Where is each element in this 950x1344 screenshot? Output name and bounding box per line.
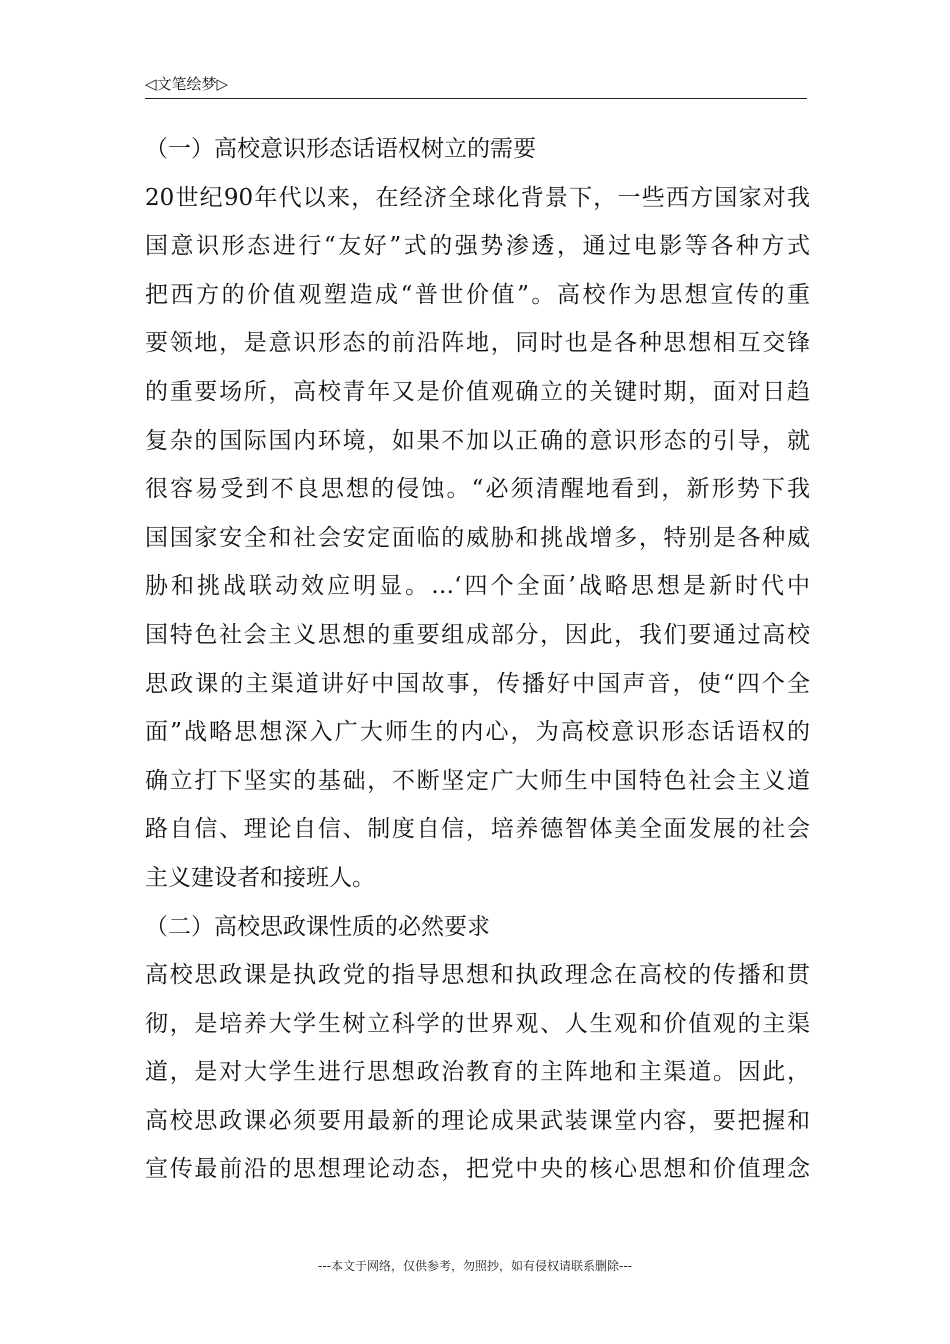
- paragraph-line: 国意识形态进行“友好”式的强势渗透，通过电影等各种方式: [145, 233, 810, 260]
- paragraph-line: 复杂的国际国内环境，如果不加以正确的意识形态的引导，就: [145, 427, 810, 454]
- paragraph-line: 把西方的价值观塑造成“普世价值”。高校作为思想宣传的重: [145, 281, 810, 308]
- paragraph-line: 高校思政课是执政党的指导思想和执政理念在高校的传播和贯: [145, 962, 810, 989]
- page-header: [145, 74, 807, 99]
- paragraph-line: 彻，是培养大学生树立科学的世界观、人生观和价值观的主渠: [145, 1010, 810, 1037]
- paragraph-line: 思政课的主渠道讲好中国故事，传播好中国声音，使“四个全: [145, 670, 810, 697]
- paragraph-line: 面”战略思想深入广大师生的内心，为高校意识形态话语权的: [145, 719, 810, 746]
- paragraph-line: 路自信、理论自信、制度自信，培养德智体美全面发展的社会: [145, 816, 810, 843]
- header-brand: ◁文笔绘梦▷: [145, 75, 229, 93]
- document-body: [145, 125, 810, 1194]
- section-heading-1: （一）高校意识形态话语权树立的需要: [145, 136, 536, 162]
- paragraph-line: 20世纪90年代以来，在经济全球化背景下，一些西方国家对我: [145, 184, 810, 211]
- paragraph-line: 胁和挑战联动效应明显。…‘四个全面’战略思想是新时代中: [145, 573, 810, 600]
- paragraph-line: 很容易受到不良思想的侵蚀。“必须清醒地看到，新形势下我: [145, 476, 810, 503]
- paragraph-line: 道，是对大学生进行思想政治教育的主阵地和主渠道。因此，: [145, 1059, 810, 1086]
- paragraph-line: 要领地，是意识形态的前沿阵地，同时也是各种思想相互交锋: [145, 330, 810, 357]
- paragraph-line: 宣传最前沿的思想理论动态，把党中央的核心思想和价值理念: [145, 1156, 810, 1183]
- page-footer-disclaimer: ---本文于网络，仅供参考，勿照抄，如有侵权请联系删除---: [318, 1259, 632, 1273]
- paragraph-line: 国国家安全和社会安定面临的威胁和挑战增多，特别是各种威: [145, 524, 810, 551]
- paragraph-line: 确立打下坚实的基础，不断坚定广大师生中国特色社会主义道: [145, 767, 810, 794]
- paragraph-line: 国特色社会主义思想的重要组成部分，因此，我们要通过高校: [145, 621, 810, 648]
- paragraph-line: 的重要场所，高校青年又是价值观确立的关键时期，面对日趋: [145, 378, 810, 405]
- paragraph-line: 高校思政课必须要用最新的理论成果武装课堂内容，要把握和: [145, 1107, 810, 1134]
- paragraph-line-last: 主义建设者和接班人。: [145, 864, 375, 891]
- section-heading-2: （二）高校思政课性质的必然要求: [145, 913, 490, 940]
